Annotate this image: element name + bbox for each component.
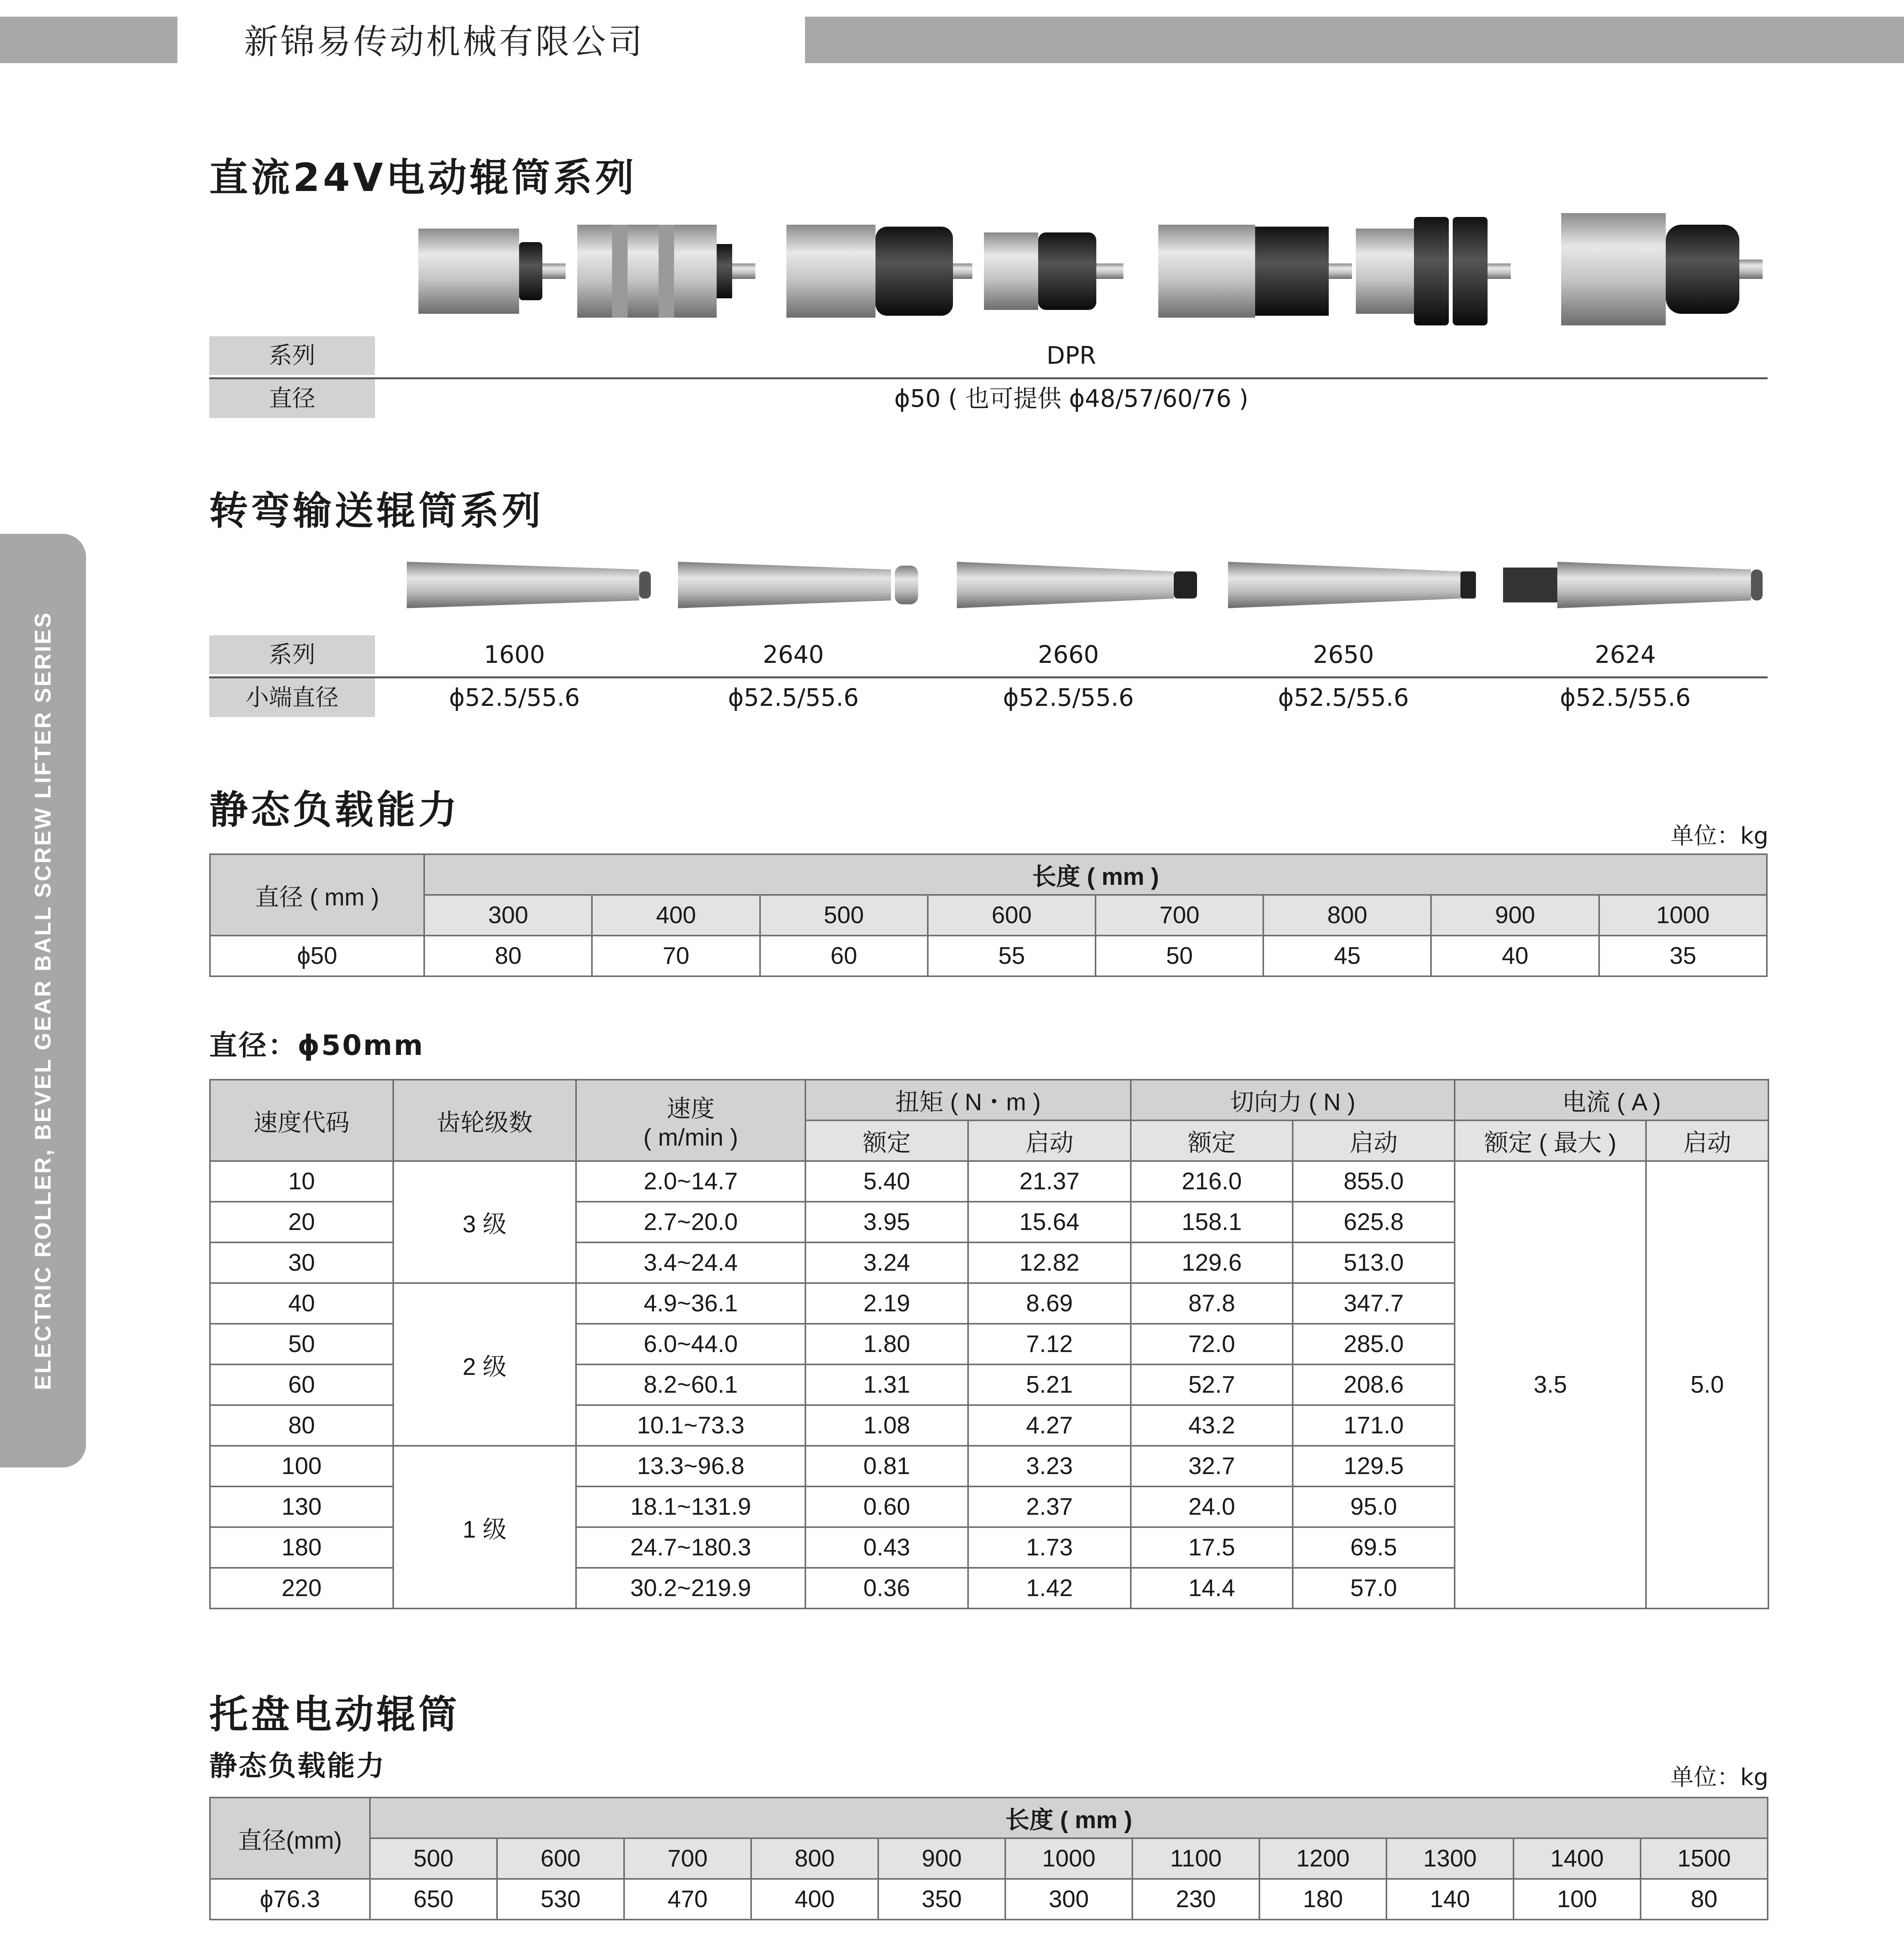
perf50-current-rated: 3.5 <box>1455 1161 1646 1608</box>
roller-image-4 <box>984 232 1123 310</box>
turn-series-value: 2660 <box>1038 640 1099 669</box>
table-row <box>210 1080 1768 1120</box>
roller-image-1 <box>418 229 566 314</box>
pallet-length: 800 <box>751 1838 878 1879</box>
perf50-code: 10 <box>210 1161 393 1202</box>
turn-product-images <box>407 550 1770 620</box>
static1-value: 80 <box>424 936 592 976</box>
perf50-code: 180 <box>210 1527 393 1568</box>
perf50-current-start: 5.0 <box>1646 1161 1768 1608</box>
dc24-series-label: 系列 <box>209 336 375 375</box>
turn-series-value: 1600 <box>484 640 545 669</box>
perf50-speed: 24.7~180.3 <box>576 1527 805 1568</box>
pallet-length: 1100 <box>1132 1838 1259 1879</box>
perf50-torque-start-header: 启动 <box>968 1120 1131 1161</box>
perf50-speed: 4.9~36.1 <box>576 1283 805 1324</box>
perf50-force-start-header: 启动 <box>1293 1120 1455 1161</box>
perf50-torque-header: 扭矩 ( N・m ) <box>805 1080 1131 1120</box>
perf50-force-rated: 87.8 <box>1131 1283 1293 1324</box>
static1-length: 900 <box>1431 895 1599 936</box>
table-row <box>210 1798 1768 1838</box>
static1-diam: ϕ50 <box>210 936 424 976</box>
turn-roller-image-2 <box>678 562 918 608</box>
table-row <box>210 1161 1768 1202</box>
perf50-code: 130 <box>210 1486 393 1527</box>
perf50-force-rated: 129.6 <box>1131 1242 1293 1283</box>
turn-diam-value: ϕ52.5/55.6 <box>449 683 580 712</box>
perf50-force-start: 57.0 <box>1293 1568 1455 1608</box>
perf50-speed: 8.2~60.1 <box>576 1364 805 1405</box>
perf50-torque-start: 1.73 <box>968 1527 1131 1568</box>
perf50-code: 60 <box>210 1364 393 1405</box>
perf50-torque-start: 2.37 <box>968 1486 1131 1527</box>
perf50-force-rated-header: 额定 <box>1131 1120 1293 1161</box>
perf50-force-start: 69.5 <box>1293 1527 1455 1568</box>
pallet-value: 140 <box>1386 1879 1514 1920</box>
perf50-torque-start: 4.27 <box>968 1405 1131 1446</box>
pallet-value: 100 <box>1514 1879 1641 1920</box>
side-series-label: ELECTRIC ROLLER, BEVEL GEAR BALL SCREW LIFTER SERIES <box>30 611 56 1390</box>
static1-value: 45 <box>1263 936 1431 976</box>
pallet-value: 230 <box>1132 1879 1259 1920</box>
perf50-speed: 10.1~73.3 <box>576 1405 805 1446</box>
perf50-force-header: 切向力 ( N ) <box>1131 1080 1455 1120</box>
perf50-code: 40 <box>210 1283 393 1324</box>
pallet-len-header: 长度 ( mm ) <box>370 1798 1768 1838</box>
perf50-table <box>209 1079 1769 1609</box>
static1-length: 400 <box>592 895 760 936</box>
dc24-product-images <box>411 209 1774 337</box>
perf50-speed: 30.2~219.9 <box>576 1568 805 1608</box>
static1-value: 55 <box>928 936 1096 976</box>
pallet-value: 470 <box>624 1879 751 1920</box>
pallet-title: 托盘电动辊筒 <box>209 1692 460 1737</box>
perf50-code: 30 <box>210 1242 393 1283</box>
roller-image-6 <box>1356 217 1511 325</box>
dc24-diam-label: 直径 <box>209 379 375 418</box>
pallet-length: 1200 <box>1259 1838 1386 1879</box>
perf50-force-start: 129.5 <box>1293 1446 1455 1486</box>
perf50-force-start: 855.0 <box>1293 1161 1455 1202</box>
pallet-length: 600 <box>497 1838 624 1879</box>
perf50-force-rated: 43.2 <box>1131 1405 1293 1446</box>
perf50-speed: 2.0~14.7 <box>576 1161 805 1202</box>
perf50-force-start: 171.0 <box>1293 1405 1455 1446</box>
perf50-torque-rated: 3.24 <box>805 1242 968 1283</box>
perf50-torque-rated: 1.08 <box>805 1405 968 1446</box>
turn-series-value: 2624 <box>1594 640 1656 669</box>
pallet-length: 500 <box>370 1838 497 1879</box>
static1-length: 500 <box>760 895 928 936</box>
company-name: 新锦易传动机械有限公司 <box>244 22 645 62</box>
turn-roller-image-4 <box>1228 562 1476 608</box>
pallet-length: 900 <box>878 1838 1005 1879</box>
turn-series-value: 2650 <box>1313 640 1374 669</box>
dc24-title: 直流24V电动辊筒系列 <box>209 155 637 200</box>
perf50-force-start: 347.7 <box>1293 1283 1455 1324</box>
perf50-torque-rated: 0.36 <box>805 1568 968 1608</box>
perf50-stage-header: 齿轮级数 <box>393 1080 576 1161</box>
table-row <box>210 1879 1768 1920</box>
perf50-torque-rated: 3.95 <box>805 1202 968 1242</box>
perf50-torque-start: 7.12 <box>968 1324 1131 1364</box>
perf50-stage: 3 级 <box>393 1161 576 1283</box>
pallet-value: 180 <box>1259 1879 1386 1920</box>
pallet-length: 1300 <box>1386 1838 1514 1879</box>
pallet-length: 1500 <box>1641 1838 1768 1879</box>
pallet-value: 80 <box>1641 1879 1768 1920</box>
static1-value: 50 <box>1096 936 1263 976</box>
perf50-speed-header <box>576 1080 805 1161</box>
perf50-code: 220 <box>210 1568 393 1608</box>
dc24-spec-row <box>209 379 1768 420</box>
perf50-torque-rated: 0.81 <box>805 1446 968 1486</box>
turn-diam-value: ϕ52.5/55.6 <box>1278 683 1409 712</box>
pallet-length: 1000 <box>1005 1838 1132 1879</box>
static1-length: 700 <box>1096 895 1263 936</box>
perf50-speed: 18.1~131.9 <box>576 1486 805 1527</box>
static1-len-header: 长度 ( mm ) <box>424 854 1767 895</box>
turn-series-value: 2640 <box>763 640 824 669</box>
pallet-unit: 单位：kg <box>1670 1764 1768 1791</box>
static1-value: 40 <box>1431 936 1599 976</box>
turn-roller-image-1 <box>407 562 651 608</box>
perf50-torque-rated: 0.60 <box>805 1486 968 1527</box>
static1-value: 60 <box>760 936 928 976</box>
perf50-stage: 2 级 <box>393 1283 576 1446</box>
table-row <box>210 936 1767 976</box>
table-row <box>210 854 1767 895</box>
perf50-speed-label: 速度 <box>666 1096 715 1122</box>
perf50-code: 20 <box>210 1202 393 1242</box>
roller-image-3 <box>786 225 972 318</box>
pallet-diam: ϕ76.3 <box>210 1879 370 1920</box>
table-row <box>210 895 1767 936</box>
turn-series-row <box>209 635 1768 678</box>
pallet-subtitle: 静态负载能力 <box>209 1749 386 1782</box>
perf50-torque-rated: 5.40 <box>805 1161 968 1202</box>
turn-diam-value: ϕ52.5/55.6 <box>1560 683 1691 712</box>
turn-spec-table <box>209 635 1768 719</box>
pallet-length: 1400 <box>1514 1838 1641 1879</box>
perf50-torque-start: 12.82 <box>968 1242 1131 1283</box>
turn-diam-row <box>209 678 1768 719</box>
pallet-table <box>209 1797 1768 1920</box>
dc24-series-value: DPR <box>1046 341 1096 370</box>
perf50-torque-rated: 1.80 <box>805 1324 968 1364</box>
static1-length: 600 <box>928 895 1096 936</box>
turn-roller-image-5 <box>1503 562 1763 608</box>
perf50-force-start: 625.8 <box>1293 1202 1455 1242</box>
header-bar-left <box>0 17 177 63</box>
perf50-speed: 2.7~20.0 <box>576 1202 805 1242</box>
perf50-speed: 6.0~44.0 <box>576 1324 805 1364</box>
perf50-torque-start: 5.21 <box>968 1364 1131 1405</box>
static1-unit: 单位：kg <box>1670 822 1768 850</box>
perf50-code: 50 <box>210 1324 393 1364</box>
pallet-value: 530 <box>497 1879 624 1920</box>
perf50-force-rated: 52.7 <box>1131 1364 1293 1405</box>
perf50-torque-start: 8.69 <box>968 1283 1131 1324</box>
perf50-current-rated-header: 额定 ( 最大 ) <box>1455 1120 1646 1161</box>
static1-diam-header: 直径 ( mm ) <box>210 854 424 936</box>
roller-image-2 <box>577 225 755 318</box>
perf50-force-rated: 32.7 <box>1131 1446 1293 1486</box>
roller-image-5 <box>1158 225 1352 318</box>
perf50-force-start: 285.0 <box>1293 1324 1455 1364</box>
perf50-torque-rated-header: 额定 <box>805 1120 968 1161</box>
perf50-torque-start: 1.42 <box>968 1568 1131 1608</box>
turn-series-label: 系列 <box>209 635 375 674</box>
pallet-length: 700 <box>624 1838 751 1879</box>
turn-roller-image-3 <box>957 562 1197 608</box>
turn-title: 转弯输送辊筒系列 <box>209 488 544 533</box>
dc24-spec-table <box>209 336 1768 420</box>
static1-value: 70 <box>592 936 760 976</box>
perf50-force-rated: 17.5 <box>1131 1527 1293 1568</box>
perf50-force-rated: 14.4 <box>1131 1568 1293 1608</box>
perf50-speed-unit: ( m/min ) <box>643 1124 738 1151</box>
static1-title: 静态负载能力 <box>209 787 460 833</box>
perf50-force-start: 95.0 <box>1293 1486 1455 1527</box>
dc24-spec-row <box>209 336 1768 379</box>
perf50-torque-rated: 2.19 <box>805 1283 968 1324</box>
static1-value: 35 <box>1599 936 1767 976</box>
perf50-torque-start: 21.37 <box>968 1161 1131 1202</box>
pallet-value: 350 <box>878 1879 1005 1920</box>
perf50-code: 100 <box>210 1446 393 1486</box>
table-row <box>210 1838 1768 1879</box>
perf50-force-start: 513.0 <box>1293 1242 1455 1283</box>
pallet-value: 650 <box>370 1879 497 1920</box>
perf50-speed: 13.3~96.8 <box>576 1446 805 1486</box>
roller-image-7 <box>1561 213 1763 325</box>
pallet-value: 300 <box>1005 1879 1132 1920</box>
perf50-force-rated: 24.0 <box>1131 1486 1293 1527</box>
dc24-diam-value: ϕ50 ( 也可提供 ϕ48/57/60/76 ) <box>894 384 1249 413</box>
perf50-torque-rated: 1.31 <box>805 1364 968 1405</box>
static1-length: 300 <box>424 895 592 936</box>
static1-length: 1000 <box>1599 895 1767 936</box>
turn-diam-value: ϕ52.5/55.6 <box>1003 683 1134 712</box>
turn-diam-value: ϕ52.5/55.6 <box>728 683 859 712</box>
perf50-current-header: 电流 ( A ) <box>1455 1080 1768 1120</box>
perf50-current-start-header: 启动 <box>1646 1120 1768 1161</box>
perf50-speed: 3.4~24.4 <box>576 1242 805 1283</box>
perf50-force-rated: 158.1 <box>1131 1202 1293 1242</box>
perf50-title: 直径：ϕ50mm <box>209 1029 425 1061</box>
perf50-force-rated: 216.0 <box>1131 1161 1293 1202</box>
perf50-torque-start: 15.64 <box>968 1202 1131 1242</box>
perf50-stage: 1 级 <box>393 1446 576 1608</box>
pallet-value: 400 <box>751 1879 878 1920</box>
perf50-torque-start: 3.23 <box>968 1446 1131 1486</box>
perf50-torque-rated: 0.43 <box>805 1527 968 1568</box>
perf50-code-header: 速度代码 <box>210 1080 393 1161</box>
perf50-code: 80 <box>210 1405 393 1446</box>
static1-table <box>209 853 1768 977</box>
turn-diam-label: 小端直径 <box>209 678 375 717</box>
perf50-force-rated: 72.0 <box>1131 1324 1293 1364</box>
static1-length: 800 <box>1263 895 1431 936</box>
perf50-force-start: 208.6 <box>1293 1364 1455 1405</box>
header-bar-right <box>805 17 1904 63</box>
pallet-diam-header: 直径(mm) <box>210 1798 370 1879</box>
